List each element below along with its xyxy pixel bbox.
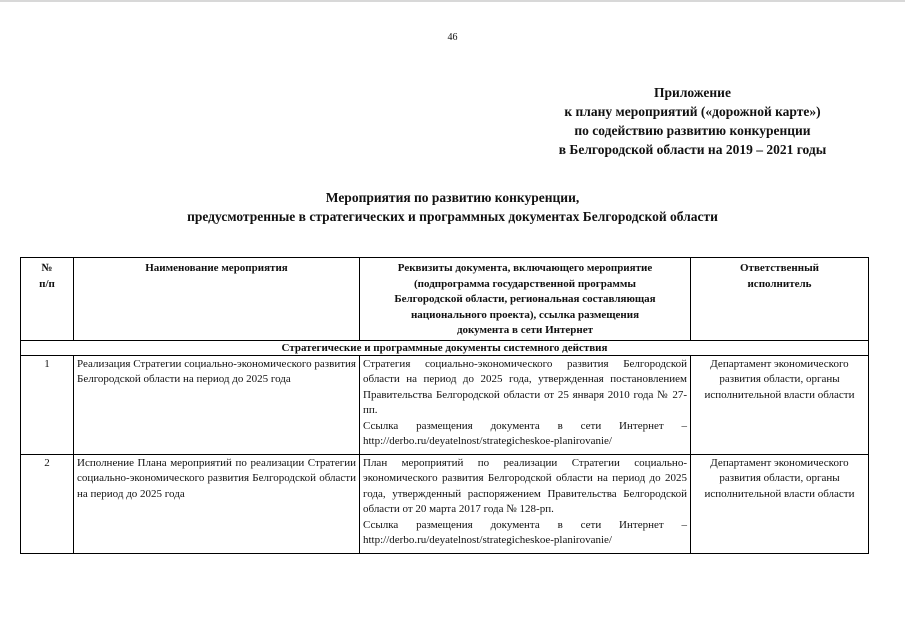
scan-top-edge [0, 0, 905, 2]
title-line: предусмотренные в стратегических и программных документах Белгородской области [187, 209, 718, 224]
header-requisites-line: Белгородской области, региональная составляющая [394, 293, 656, 305]
header-requisites [360, 258, 691, 341]
requisites-text: Стратегия социально-экономического развития Белгородской области на период до 2025 года, утвержденная постановлением Правительства Белгородской области от 25 января 2010 года № 27-пп. [363, 357, 687, 416]
table-row [21, 355, 869, 454]
header-requisites-line: документа в сети Интернет [456, 324, 594, 336]
measure-name: Реализация Стратегии социально-экономического развития Белгородской области на период до 2025 года [74, 355, 360, 454]
document-requisites [360, 454, 691, 553]
measures-table [20, 257, 869, 554]
title-line: Мероприятия по развитию конкуренции, [325, 190, 580, 205]
responsible-executor: Департамент экономического развития области, органы исполнительной власти области [691, 355, 869, 454]
header-responsible [691, 258, 869, 341]
section-title: Стратегические и программные документы системного действия [21, 340, 869, 355]
appendix-line: Приложение [654, 85, 731, 100]
document-link[interactable]: Ссылка размещения документа в сети Интернет – http://derbo.ru/deyatelnost/strategicheskoe-planirovanie/ [363, 419, 687, 447]
document-requisites [360, 355, 691, 454]
header-requisites-line: национального проекта), ссылка размещения [410, 308, 640, 321]
document-link[interactable]: Ссылка размещения документа в сети Интернет – http://derbo.ru/deyatelnost/strategicheskoe-planirovanie/ [363, 518, 687, 546]
appendix-heading [520, 83, 865, 159]
header-name: Наименование мероприятия [74, 258, 360, 341]
table-row [21, 454, 869, 553]
header-requisites-line: Реквизиты документа, включающего мероприятие [397, 262, 653, 274]
document-title [110, 188, 795, 226]
requisites-text: План мероприятий по реализации Стратегии социально-экономического развития Белгородской области на период до 2025 года, утвержденный распоряжением Правительства Белгородской области от 20 марта 2017 года № 128-рп. [363, 456, 687, 515]
header-num-line: п/п [39, 277, 55, 290]
header-responsible-line: Ответственный [739, 262, 820, 274]
header-requisites-line: (подпрограмма государственной программы [414, 277, 636, 290]
measure-name: Исполнение Плана мероприятий по реализации Стратегии социально-экономического развития Белгородской области на период до 2025 года [74, 454, 360, 553]
responsible-executor: Департамент экономического развития области, органы исполнительной власти области [691, 454, 869, 553]
appendix-line: в Белгородской области на 2019 – 2021 годы [558, 142, 827, 157]
appendix-line: к плану мероприятий («дорожной карте») [564, 104, 821, 119]
header-num [21, 258, 74, 341]
row-number: 1 [21, 355, 74, 454]
row-number: 2 [21, 454, 74, 553]
table-header-row [21, 258, 869, 341]
header-responsible-line: исполнитель [747, 277, 812, 290]
appendix-line: по содействию развитию конкуренции [574, 123, 811, 138]
page-number: 46 [447, 32, 458, 43]
header-num-line: № [41, 262, 53, 274]
section-row [21, 340, 869, 355]
